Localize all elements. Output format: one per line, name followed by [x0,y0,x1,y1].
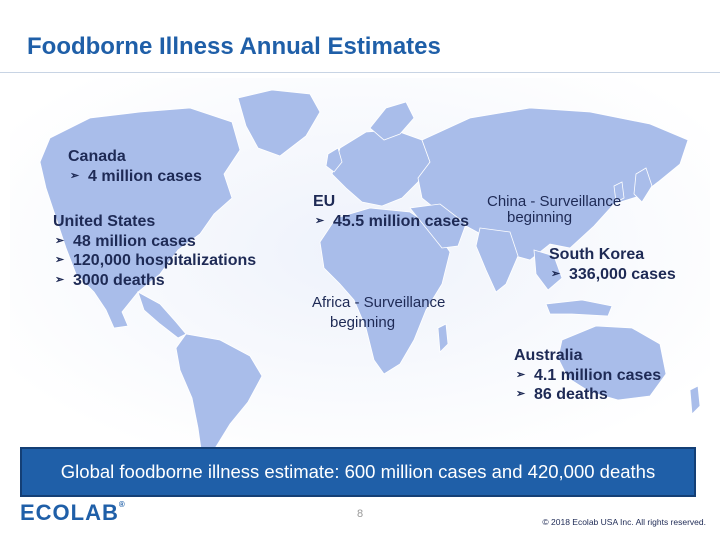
banner-text: Global foodborne illness estimate: 600 million cases and 420,000 deaths [60,461,656,482]
registered-mark: ® [118,500,126,509]
stat-text: 120,000 hospitalizations [73,252,257,269]
ecolab-logo [20,500,126,526]
region-china [487,192,621,227]
list-item [514,385,661,405]
title-divider [0,72,720,73]
stat-text: 3000 deaths [73,271,165,289]
arrow-bullet-icon: ➢ [516,368,526,381]
list-item [514,366,661,386]
list-item [53,232,256,252]
stat-text: 86 deaths [534,386,608,403]
arrow-bullet-icon: ➢ [551,267,561,280]
region-name: EU [313,193,336,210]
stat-list [313,212,469,232]
slide-title: Foodborne Illness Annual Estimates [27,33,441,60]
global-estimate-banner [20,447,696,497]
stat-text: 4 million cases [88,167,202,185]
list-item [549,265,676,285]
stat-list [68,167,202,187]
region-label-line2: beginning [330,313,396,331]
stat-text: 48 million cases [73,232,196,250]
page-number: 8 [356,508,364,520]
arrow-bullet-icon: ➢ [516,388,526,400]
list-item [68,167,202,187]
arrow-bullet-icon: ➢ [55,273,65,286]
arrow-bullet-icon: ➢ [70,169,80,182]
stat-text: 4.1 million cases [534,366,662,384]
region-africa [312,293,445,332]
region-name: United States [53,213,156,230]
region-south-korea [549,245,676,284]
region-label-line1: Africa - Surveillance [312,294,446,311]
region-eu [313,192,469,231]
region-canada [68,147,202,186]
arrow-bullet-icon: ➢ [315,214,325,227]
arrow-bullet-icon: ➢ [55,254,65,266]
stat-list [514,366,661,405]
copyright-notice: © 2018 Ecolab USA Inc. All rights reserved. [542,517,706,527]
list-item [53,251,256,271]
region-name: Canada [68,148,126,165]
stat-text: 45.5 million cases [333,212,470,230]
list-item [313,212,469,232]
stat-list [53,232,256,291]
region-name: South Korea [549,246,645,263]
list-item [53,271,256,291]
region-name: Australia [514,347,583,364]
region-label-line2: beginning [507,208,573,226]
arrow-bullet-icon: ➢ [55,234,65,247]
logo-text: ECOLAB [20,500,119,525]
stat-text: 336,000 cases [569,265,676,283]
region-label-line1: China - Surveillance [487,193,622,210]
stat-list [549,265,676,285]
region-united-states [53,212,256,290]
region-australia [514,346,661,405]
